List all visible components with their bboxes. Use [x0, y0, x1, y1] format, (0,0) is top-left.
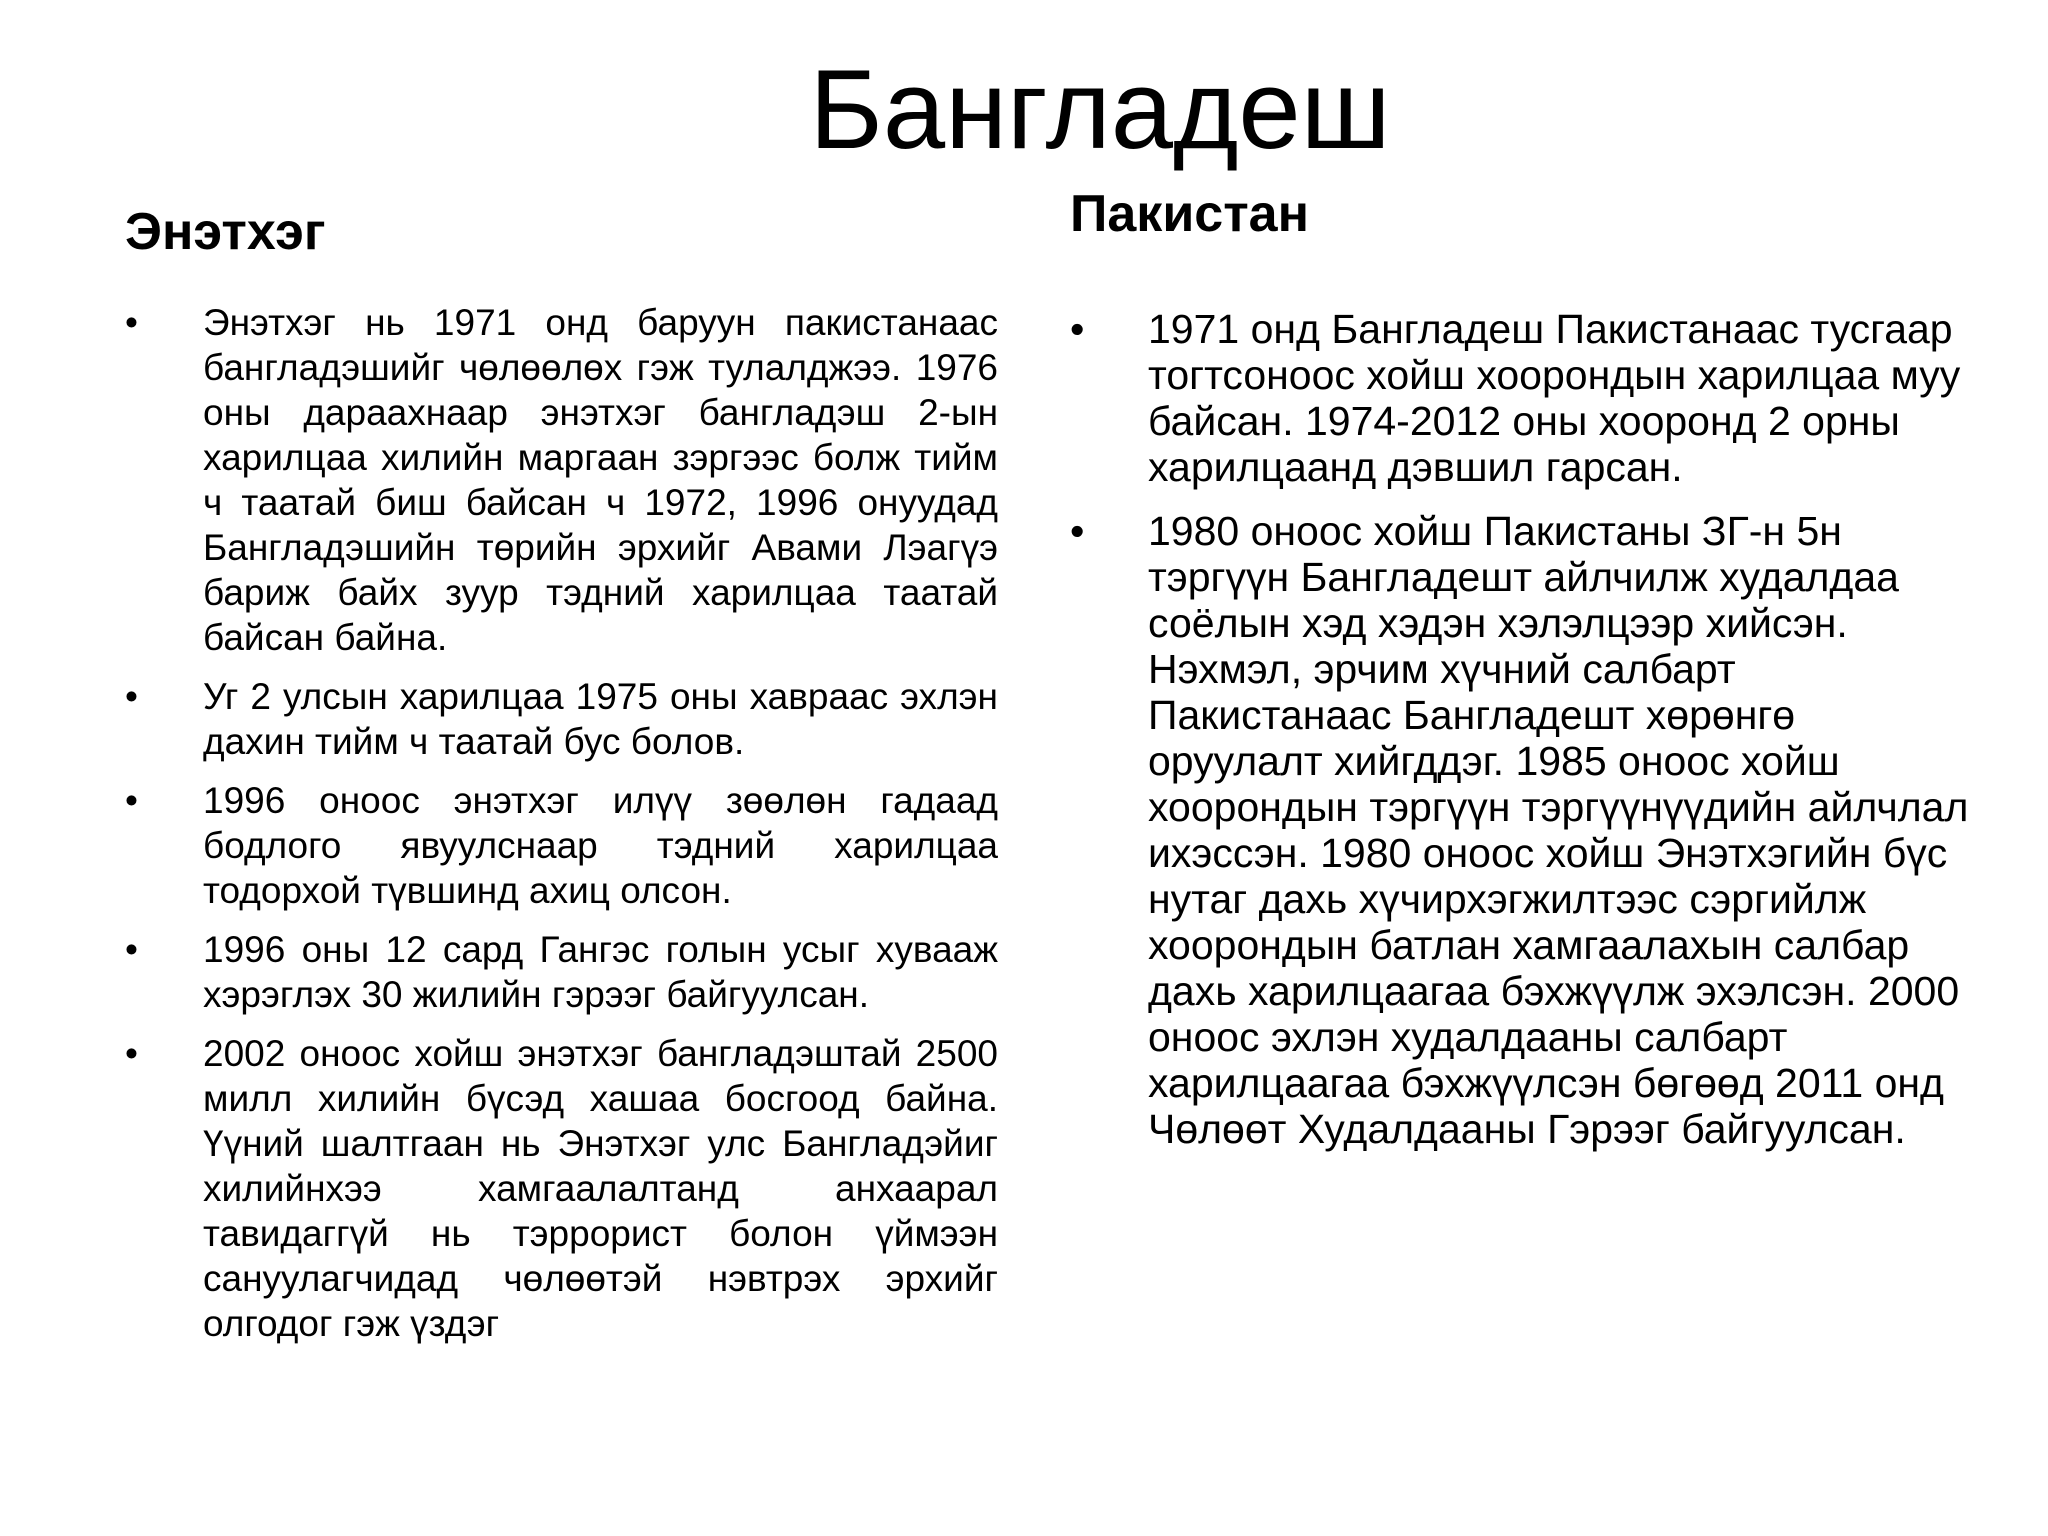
list-item: [125, 778, 998, 913]
bullet-marker: •: [125, 302, 138, 343]
list-item-text: Уг 2 улсын харилцаа 1975 оны хавраас эхлэн дахин тийм ч таатай бус болов.: [203, 676, 998, 762]
bullet-marker: •: [125, 676, 138, 717]
bullet-marker: •: [125, 929, 138, 970]
list-item: [125, 674, 998, 764]
bullet-marker: •: [125, 780, 138, 821]
list-item-text: 1996 оноос энэтхэг илүү зөөлөн гадаад бодлого явуулснаар тэдний харилцаа тодорхой түвшинд ахиц олсон.: [203, 780, 998, 911]
list-item: [125, 1031, 998, 1346]
pakistan-bullet-list: [1070, 306, 1970, 1170]
slide-title: Бангладеш: [809, 47, 1391, 172]
list-item: [1070, 306, 1970, 490]
heading-india: Энэтхэг: [125, 203, 326, 261]
list-item-text: Энэтхэг нь 1971 онд баруун пакистанаас бангладэшийг чөлөөлөх гэж тулалджээ. 1976 оны дараахнаар энэтхэг бангладэш 2-ын харилцаа хилийн маргаан зэргээс болж тийм ч таатай биш байсан ч 1972, 1996 онуудад Бангладэшийн төрийн эрхийг Авами Лэагүэ бариж байх зуур тэдний харилцаа таатай байсан байна.: [203, 302, 998, 658]
india-bullet-list: [125, 300, 998, 1360]
bullet-marker: •: [1070, 508, 1085, 554]
list-item: [125, 300, 998, 660]
bullet-marker: •: [125, 1033, 138, 1074]
list-item: [1070, 508, 1970, 1152]
bullet-marker: •: [1070, 306, 1085, 352]
list-item-text: 1971 онд Бангладеш Пакистанаас тусгаар тогтсоноос хойш хоорондын харилцаа муу байсан. 1974-2012 оны хооронд 2 орны харилцаанд дэвшил гарсан.: [1148, 306, 1961, 490]
list-item-text: 1980 оноос хойш Пакистаны ЗГ-н 5н тэргүүн Бангладешт айлчилж худалдаа соёлын хэд хэдэн хэлэлцээр хийсэн. Нэхмэл, эрчим хүчний салбарт Пакистанаас Бангладешт хөрөнгө оруулалт хийгддэг. 1985 оноос хойш хоорондын тэргүүн тэргүүнүүдийн айлчлал ихэссэн. 1980 оноос хойш Энэтхэгийн бүс нутаг дахь хүчирхэгжилтээс сэргийлж хоорондын батлан хамгаалахын салбар дахь харилцаагаа бэхжүүлж эхэлсэн. 2000 оноос эхлэн худалдааны салбарт харилцаагаа бэхжүүлсэн бөгөөд 2011 онд Чөлөөт Худалдааны Гэрээг байгуулсан.: [1148, 508, 1969, 1152]
list-item: [125, 927, 998, 1017]
heading-pakistan: Пакистан: [1070, 185, 1310, 243]
list-item-text: 2002 оноос хойш энэтхэг бангладэштай 2500 милл хилийн бүсэд хашаа босгоод байна. Үүний шалтгаан нь Энэтхэг улс Бангладэйиг хилийнхээ хамгаалалтанд анхаарал тавидаггүй нь тэррорист болон үймээн сануулагчидад чөлөөтэй нэвтрэх эрхийг олгодог гэж үздэг: [203, 1033, 998, 1344]
list-item-text: 1996 оны 12 сард Гангэс голын усыг хувааж хэрэглэх 30 жилийн гэрээг байгуулсан.: [203, 929, 998, 1015]
